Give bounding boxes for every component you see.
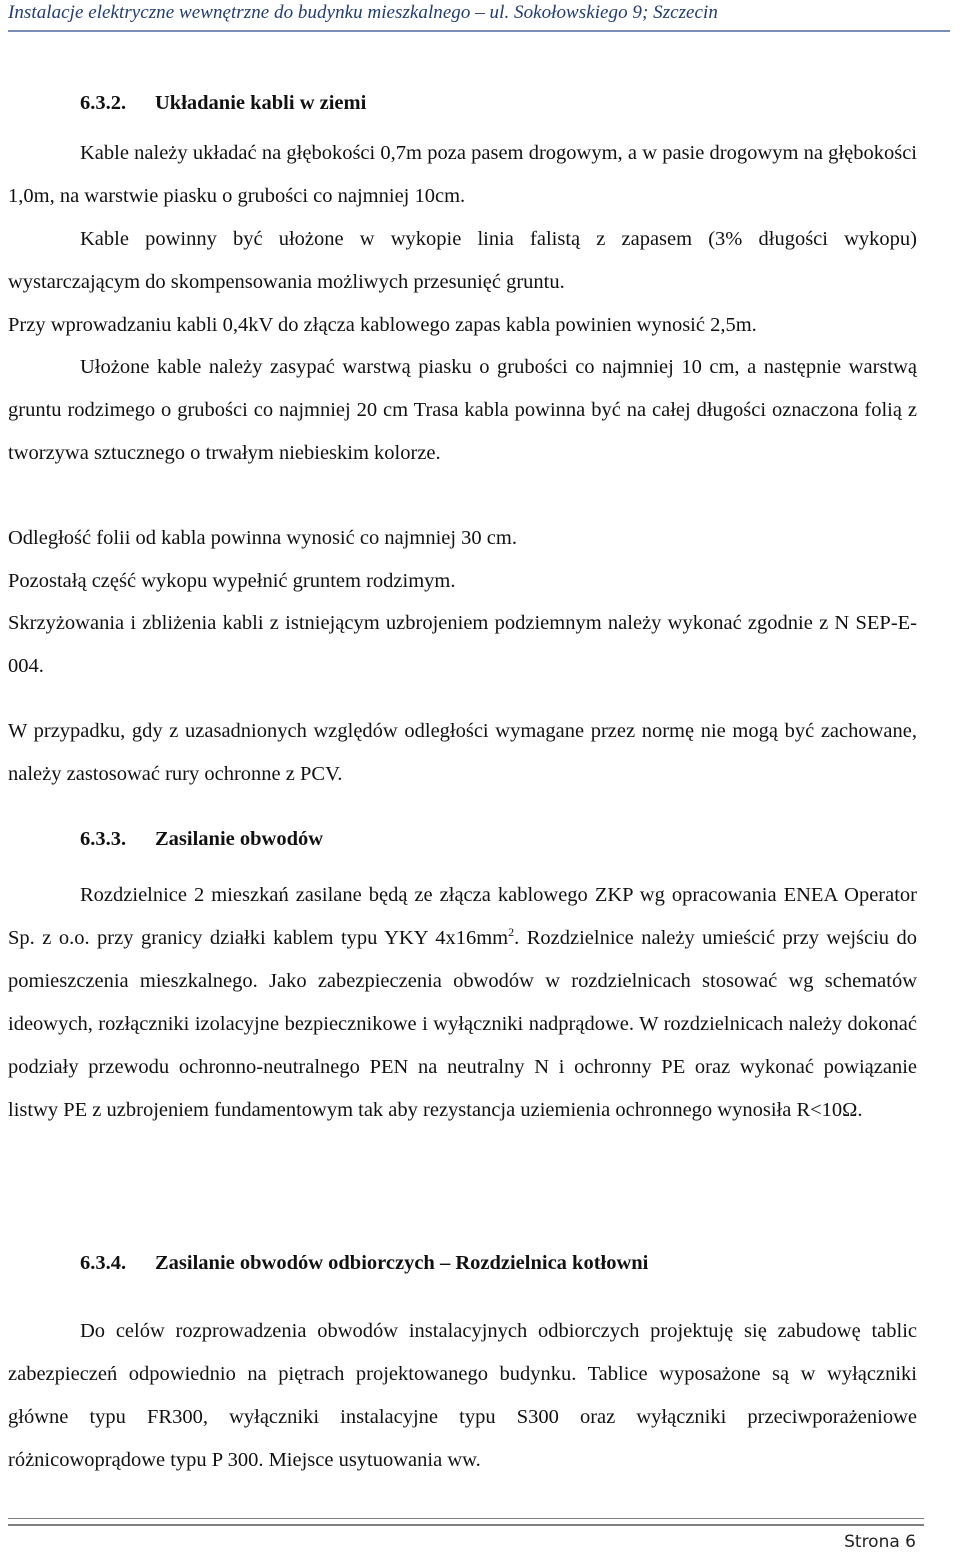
paragraph [8,218,917,304]
paragraph [8,346,917,475]
paragraph-text: Skrzyżowania i zbliżenia kabli z istniejącym uzbrojeniem podziemnym należy wykonać zgodnie z N SEP-E-004. [8,612,917,677]
paragraph-text: Kable powinny być ułożone w wykopie linia falistą z zapasem (3% długości wykopu) wystarczającym do skompensowania możliwych przesunięć gruntu. [8,228,917,293]
section-number: 6.3.3. [80,828,127,850]
paragraph [8,560,917,603]
paragraph-text: Rozdzielnice 2 mieszkań zasilane będą ze złącza kablowego ZKP wg opracowania ENEA Operator Sp. z o.o. przy granicy działki kablem typu YKY 4x16mm [8,884,917,949]
header-divider [8,30,950,32]
section-title: Układanie kabli w ziemi [155,92,367,114]
section-number: 6.3.4. [80,1252,127,1274]
superscript: 2 [508,925,515,940]
paragraph-text: . Rozdzielnice należy umieścić przy wejściu do pomieszczenia mieszkalnego. Jako zabezpieczenia obwodów w rozdzielnicach stosować wg schematów ideowych, rozłączniki izolacyjne bezpiecznikowe i wyłączniki nadprądowe. W rozdzielnicach należy dokonać podziały przewodu ochronno-neutralnego PEN na neutralny N i ochronny PE oraz wykonać powiązanie listwy PE z uzbrojeniem fundamentowym tak aby rezystancja uziemienia ochronnego wynosiła R<10Ω. [8,927,918,1121]
paragraph [8,304,917,347]
paragraph [8,602,917,688]
section-title: Zasilanie obwodów odbiorczych – Rozdzielnica kotłowni [155,1252,649,1274]
paragraph-text: Przy wprowadzaniu kabli 0,4kV do złącza kablowego zapas kabla powinien wynosić 2,5m. [8,314,757,336]
paragraph [8,517,917,560]
paragraph-text: Ułożone kable należy zasypać warstwą piasku o grubości co najmniej 10 cm, a następnie warstwą gruntu rodzimego o grubości co najmniej 20 cm Trasa kabla powinna być na całej długości oznaczona folią z tworzywa sztucznego o trwałym niebieskim kolorze. [8,356,917,464]
paragraph-text: Pozostałą część wykopu wypełnić gruntem rodzimym. [8,570,456,592]
document-header-title: Instalacje elektryczne wewnętrzne do budynku mieszkalnego – ul. Sokołowskiego 9; Szczecin [8,2,718,23]
paragraph [8,1310,917,1482]
paragraph [8,874,917,1132]
paragraph-text: Do celów rozprowadzenia obwodów instalacyjnych odbiorczych projektuję się zabudowę tablic zabezpieczeń odpowiednio na piętrach projektowanego budynku. Tablice wyposażone są w wyłączniki główne typu FR300, wyłączniki instalacyjne typu S300 oraz wyłączniki przeciwporażeniowe różnicowoprądowe typu P 300. Miejsce usytuowania ww. [8,1320,917,1471]
footer-divider [8,1518,924,1526]
section-heading-6-3-3 [80,828,323,851]
paragraph [8,132,917,218]
page-number: Strona 6 [844,1532,916,1552]
paragraph-text: Odległość folii od kabla powinna wynosić co najmniej 30 cm. [8,527,517,549]
paragraph [8,710,917,796]
paragraph-text: W przypadku, gdy z uzasadnionych względów odległości wymagane przez normę nie mogą być zachowane, należy zastosować rury ochronne z PCV. [8,720,917,785]
section-heading-6-3-2 [80,92,366,115]
section-heading-6-3-4 [80,1252,648,1275]
section-number: 6.3.2. [80,92,127,114]
paragraph-text: Kable należy układać na głębokości 0,7m poza pasem drogowym, a w pasie drogowym na głębokości 1,0m, na warstwie piasku o grubości co najmniej 10cm. [8,142,917,207]
section-title: Zasilanie obwodów [155,828,324,850]
